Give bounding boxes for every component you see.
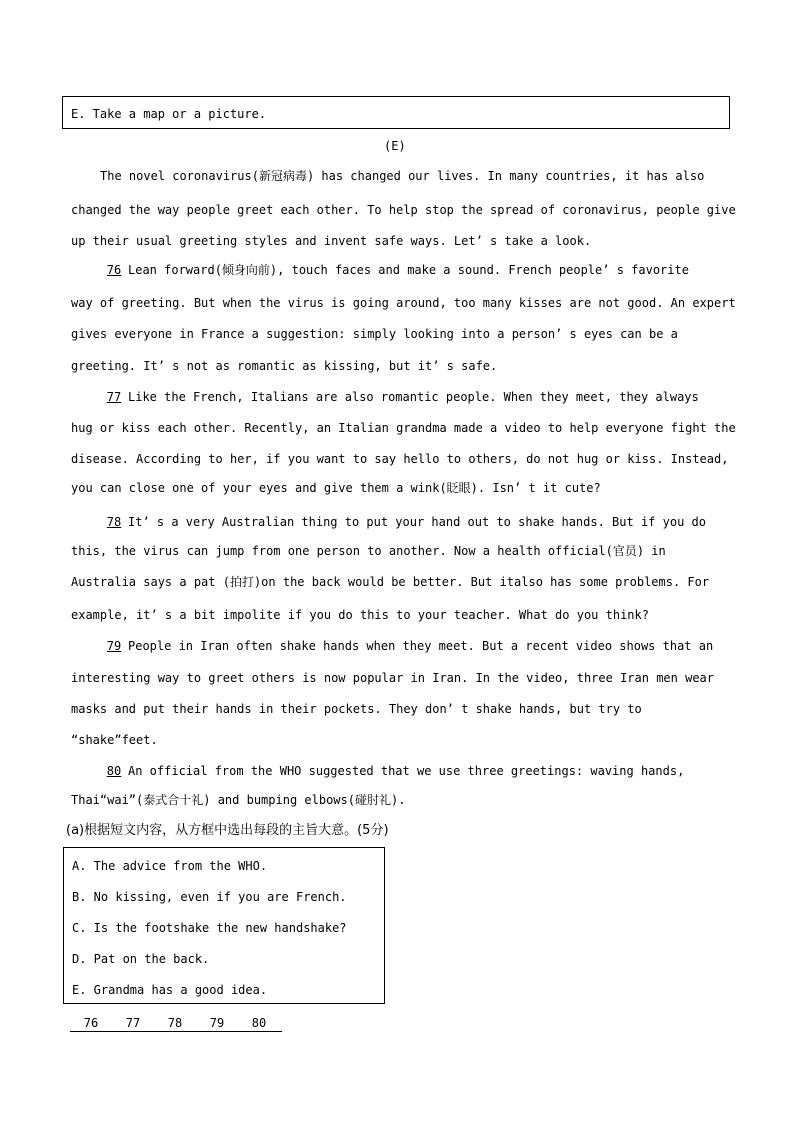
p3-line-2: hug or kiss each other. Recently, an Italian grandma made a video to help everyone fight the xyxy=(71,421,736,435)
top-option-line: E. Take a map or a picture. xyxy=(71,107,267,121)
p2-line-2: way of greeting. But when the virus is going around, too many kisses are not good. An expert xyxy=(71,296,736,310)
p2-line-1-text: Lean forward(倾身向前), touch faces and make a sound. French people’ s favorite xyxy=(128,263,689,277)
p1-line-2: changed the way people greet each other. To help stop the spread of coronavirus, people give xyxy=(71,203,736,217)
p3-line-3: disease. According to her, if you want to say hello to others, do not hug or kiss. Instead, xyxy=(71,452,729,466)
option-e: E. Grandma has a good idea. xyxy=(72,983,268,997)
option-d: D. Pat on the back. xyxy=(72,952,210,966)
p4-number: 78 xyxy=(106,515,122,529)
p4-line-2: this, the virus can jump from one person to another. Now a health official(官员) in xyxy=(71,544,666,558)
p6-number: 80 xyxy=(106,764,122,778)
answer-slot-76[interactable]: 76 xyxy=(83,1016,99,1030)
p5-number: 79 xyxy=(106,639,122,653)
p2-line-1 xyxy=(100,262,689,278)
p2-line-3: gives everyone in France a suggestion: simply looking into a person’ s eyes can be a xyxy=(71,327,678,341)
section-title: (E) xyxy=(384,139,406,153)
p5-line-1-text: People in Iran often shake hands when they meet. But a recent video shows that an xyxy=(128,639,714,653)
answer-slot-80[interactable]: 80 xyxy=(251,1016,267,1030)
p4-line-1 xyxy=(100,514,706,530)
answer-slot-79[interactable]: 79 xyxy=(209,1016,225,1030)
option-c: C. Is the footshake the new handshake? xyxy=(72,921,347,935)
p4-line-3: Australia says a pat (拍打)on the back would be better. But italso has some problems. For xyxy=(71,575,710,589)
answer-row[interactable] xyxy=(70,1015,282,1032)
p4-line-1-text: It’ s a very Australian thing to put your hand out to shake hands. But if you do xyxy=(128,515,706,529)
p4-line-4: example, it’ s a bit impolite if you do this to your teacher. What do you think? xyxy=(71,608,649,622)
p2-number: 76 xyxy=(106,263,122,277)
p5-line-3: masks and put their hands in their pockets. They don’ t shake hands, but try to xyxy=(71,702,642,716)
p3-line-4: you can close one of your eyes and give them a wink(眨眼). Isn’ t it cute? xyxy=(71,481,601,495)
p2-line-4: greeting. It’ s not as romantic as kissing, but it’ s safe. xyxy=(71,359,498,373)
p6-line-1 xyxy=(100,763,684,779)
top-option-box xyxy=(62,96,730,129)
p5-line-2: interesting way to greet others is now popular in Iran. In the video, three Iran men wear xyxy=(71,671,714,685)
p3-line-1 xyxy=(100,389,699,405)
answer-slot-78[interactable]: 78 xyxy=(167,1016,183,1030)
options-box xyxy=(63,847,385,1004)
p1-line-3: up their usual greeting styles and invent safe ways. Let’ s take a look. xyxy=(71,234,592,248)
p6-line-2: Thai“wai”(泰式合十礼) and bumping elbows(碰肘礼). xyxy=(71,793,406,807)
p5-line-1 xyxy=(100,638,713,654)
option-a: A. The advice from the WHO. xyxy=(72,859,268,873)
question-prompt: (a)根据短文内容，从方框中选出每段的主旨大意。(5分) xyxy=(66,823,389,838)
p3-number: 77 xyxy=(106,390,122,404)
p5-line-4: “shake”feet. xyxy=(71,733,158,747)
p1-line-1: The novel coronavirus(新冠病毒) has changed our lives. In many countries, it has also xyxy=(100,169,705,183)
option-b: B. No kissing, even if you are French. xyxy=(72,890,347,904)
p3-line-1-text: Like the French, Italians are also romantic people. When they meet, they always xyxy=(128,390,699,404)
answer-slot-77[interactable]: 77 xyxy=(125,1016,141,1030)
p6-line-1-text: An official from the WHO suggested that we use three greetings: waving hands, xyxy=(128,764,685,778)
